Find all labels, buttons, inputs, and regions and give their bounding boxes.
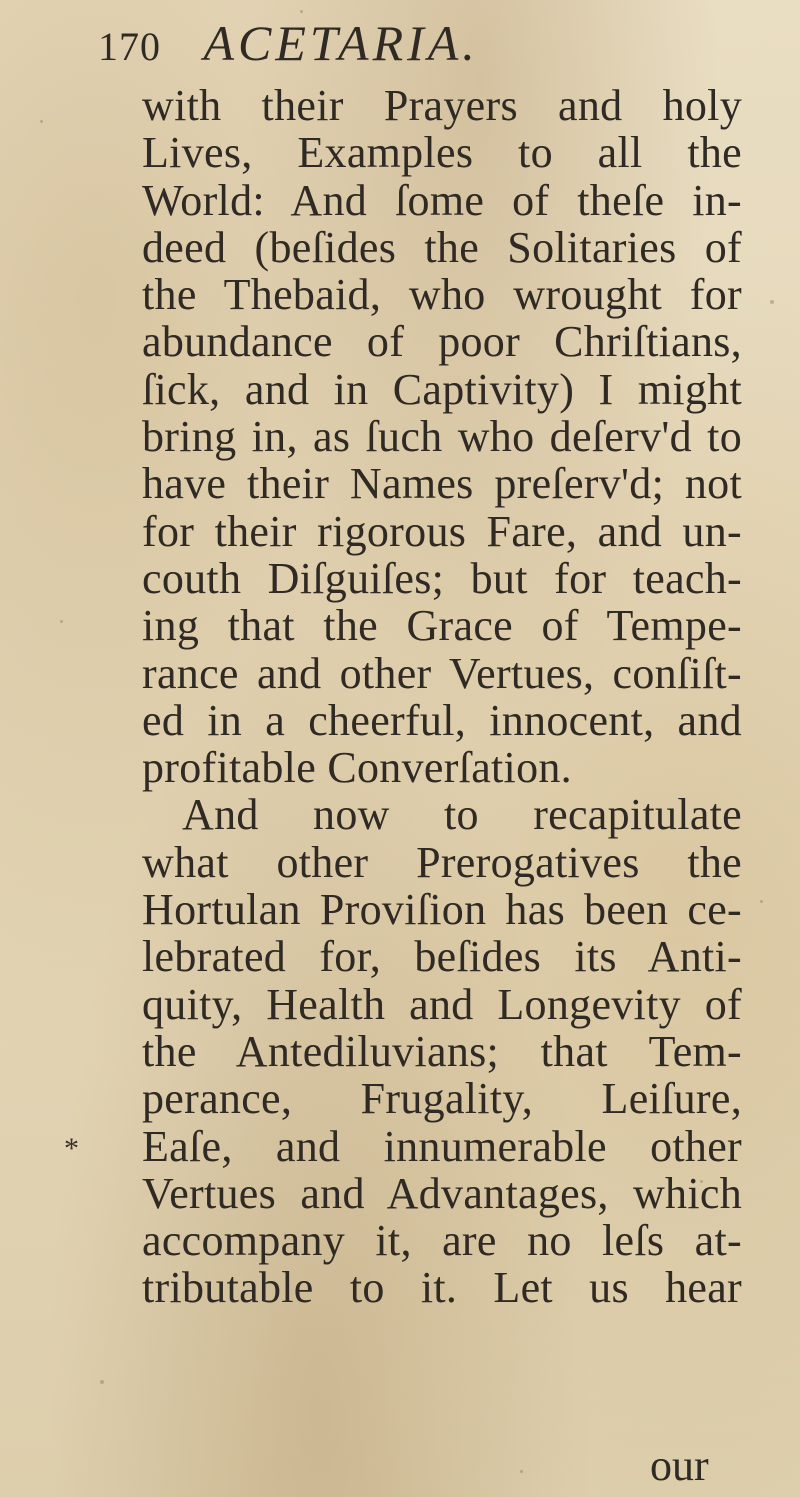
text-line: for their rigorous Fare, and un- (142, 506, 742, 556)
text-line: lebrated for, beſides its Anti- (142, 932, 742, 982)
text-line: perance, Frugality, Leiſure, (142, 1074, 742, 1124)
text-line: accompany it, are no leſs at- (142, 1216, 742, 1266)
marginal-mark: * (64, 1132, 79, 1165)
body-text (142, 82, 742, 1312)
paper-speck (520, 1470, 523, 1473)
paper-speck (100, 1380, 104, 1384)
text-line: the Antediluvians; that Tem- (142, 1026, 742, 1076)
text-line: profitable Converſation. (142, 743, 572, 793)
text-line: have their Names preſerv'd; not (142, 459, 742, 509)
paragraph-first-line: And now to recapitulate (182, 790, 742, 840)
text-line: deed (beſides the Solitaries of (142, 222, 742, 272)
text-line: the Thebaid, who wrought for (142, 270, 742, 320)
text-line: rance and other Vertues, conſiſt- (142, 648, 742, 698)
text-line: Vertues and Advantages, which (142, 1168, 742, 1218)
text-line: Lives, Examples to all the (142, 128, 742, 178)
paper-speck (60, 620, 63, 623)
paper-speck (770, 300, 774, 304)
text-line: ſick, and in Captivity) I might (142, 364, 742, 414)
text-line: Hortulan Proviſion has been ce- (142, 885, 742, 935)
paper-speck (760, 900, 763, 903)
text-line: ed in a cheerful, innocent, and (142, 695, 742, 745)
running-head (98, 15, 479, 71)
page-number: 170 (98, 24, 161, 69)
catchword: our (650, 1441, 709, 1490)
text-line: tributable to it. Let us hear (142, 1263, 742, 1313)
text-line: Eaſe, and innumerable other (142, 1121, 742, 1171)
text-line: quity, Health and Longevity of (142, 979, 742, 1029)
paper-speck (300, 10, 303, 13)
text-line: couth Diſguiſes; but for teach- (142, 553, 742, 603)
text-line: World: And ſome of theſe in- (142, 175, 742, 225)
text-line: with their Prayers and holy (142, 81, 742, 130)
text-line: bring in, as ſuch who deſerv'd to (142, 412, 742, 462)
text-line: abundance of poor Chriſtians, (142, 317, 742, 367)
text-line: what other Prerogatives the (142, 837, 742, 887)
running-head-title: ACETARIA. (203, 15, 479, 71)
text-line: ing that the Grace of Tempe- (142, 601, 742, 651)
paper-speck (40, 120, 43, 123)
